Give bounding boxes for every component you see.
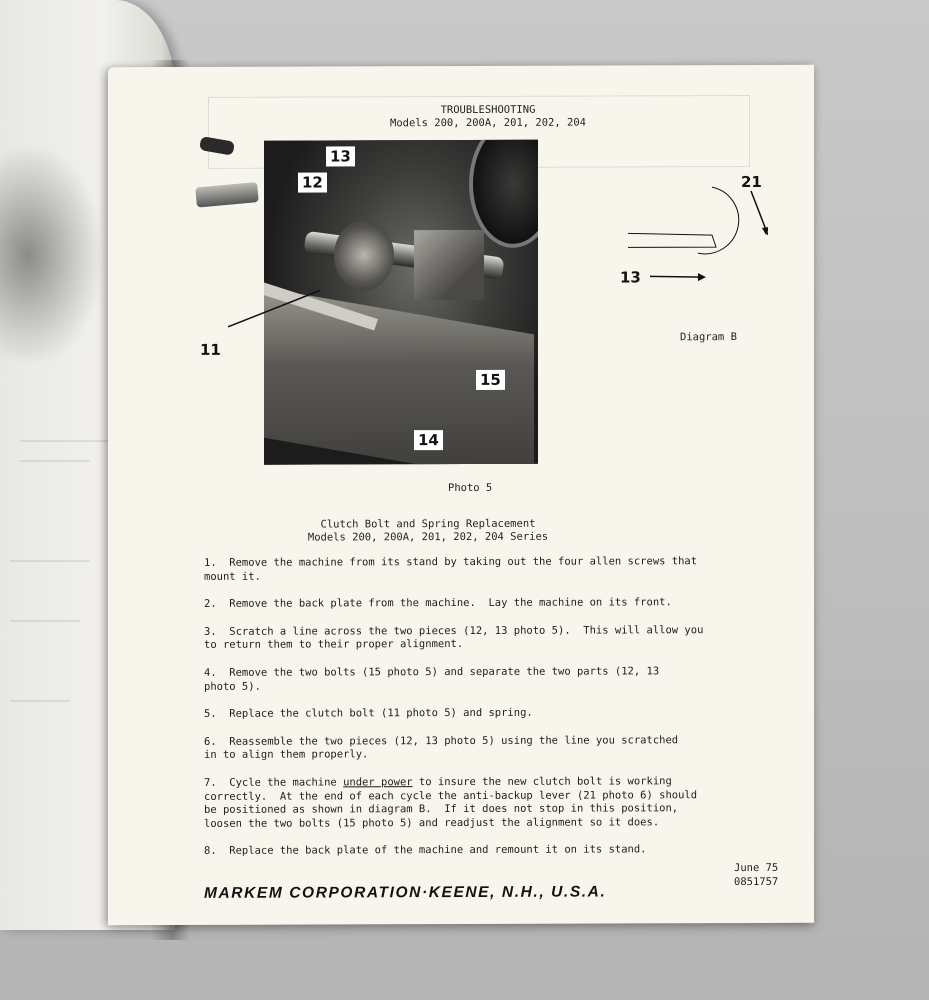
company-footer: MARKEM CORPORATION·KEENE, N.H., U.S.A.	[204, 883, 607, 902]
step-3: 3. Scratch a line across the two pieces (12, 13 photo 5). This will allow you to return them to their proper alignment.	[204, 623, 704, 652]
callout-15: 15	[476, 370, 505, 390]
callout-12: 12	[298, 172, 327, 192]
step-1: 1. Remove the machine from its stand by taking out the four allen screws that mount it.	[204, 555, 698, 583]
clutch-block	[414, 230, 484, 300]
bleed-line	[20, 460, 90, 462]
revision-date: June 75	[734, 861, 779, 875]
step-7-lead: 7. Cycle the machine	[204, 776, 344, 789]
callout-11: 11	[200, 340, 221, 359]
diagram-label-21: 21	[741, 172, 762, 192]
step-7-rest: to insure the new clutch bolt is working correctly. At the end of each cycle the anti-backup lever (21 photo 6) should be positioned as shown in diagram B. If it does not stop in this position, loosen the two bolts (15 photo 5) and readjust the alignment so it does.	[204, 775, 698, 830]
step-7-underlined: under power	[343, 776, 413, 789]
callout-13: 13	[326, 146, 355, 166]
page-header	[308, 103, 668, 130]
photo-caption: Photo 5	[448, 481, 493, 495]
section-title: Clutch Bolt and Spring Replacement	[320, 517, 536, 531]
callout-14: 14	[414, 430, 443, 450]
bleed-line	[10, 700, 70, 702]
callout-11-leader	[218, 286, 338, 346]
procedure-steps	[204, 555, 764, 873]
document-code: 0851757	[734, 875, 779, 889]
diagram-label-13: 13	[620, 268, 641, 287]
diagram-b	[608, 165, 768, 306]
gear-shape	[334, 220, 394, 290]
revision-info	[734, 861, 778, 889]
bleed-line	[20, 440, 110, 442]
ink-smudge	[0, 150, 100, 360]
step-2: 2. Remove the back plate from the machine. Lay the machine on its front.	[204, 596, 672, 611]
bleed-line	[10, 560, 90, 562]
bleed-line	[10, 620, 80, 622]
section-models: Models 200, 200A, 201, 202, 204 Series	[307, 530, 549, 544]
diagram-caption: Diagram B	[680, 331, 737, 344]
step-4: 4. Remove the two bolts (15 photo 5) and separate the two parts (12, 13 photo 5).	[204, 665, 660, 693]
step-8: 8. Replace the back plate of the machine and remount it on its stand.	[204, 843, 647, 858]
manual-page	[108, 65, 814, 925]
lever-handle-icon	[195, 182, 259, 208]
step-7	[204, 775, 764, 831]
step-6: 6. Reassemble the two pieces (12, 13 photo 5) using the line you scratched in to align them properly.	[204, 733, 679, 762]
section-heading	[278, 518, 578, 545]
header-models: Models 200, 200A, 201, 202, 204	[390, 116, 586, 130]
header-title: TROUBLESHOOTING	[440, 103, 536, 117]
step-5: 5. Replace the clutch bolt (11 photo 5) and spring.	[204, 706, 533, 721]
